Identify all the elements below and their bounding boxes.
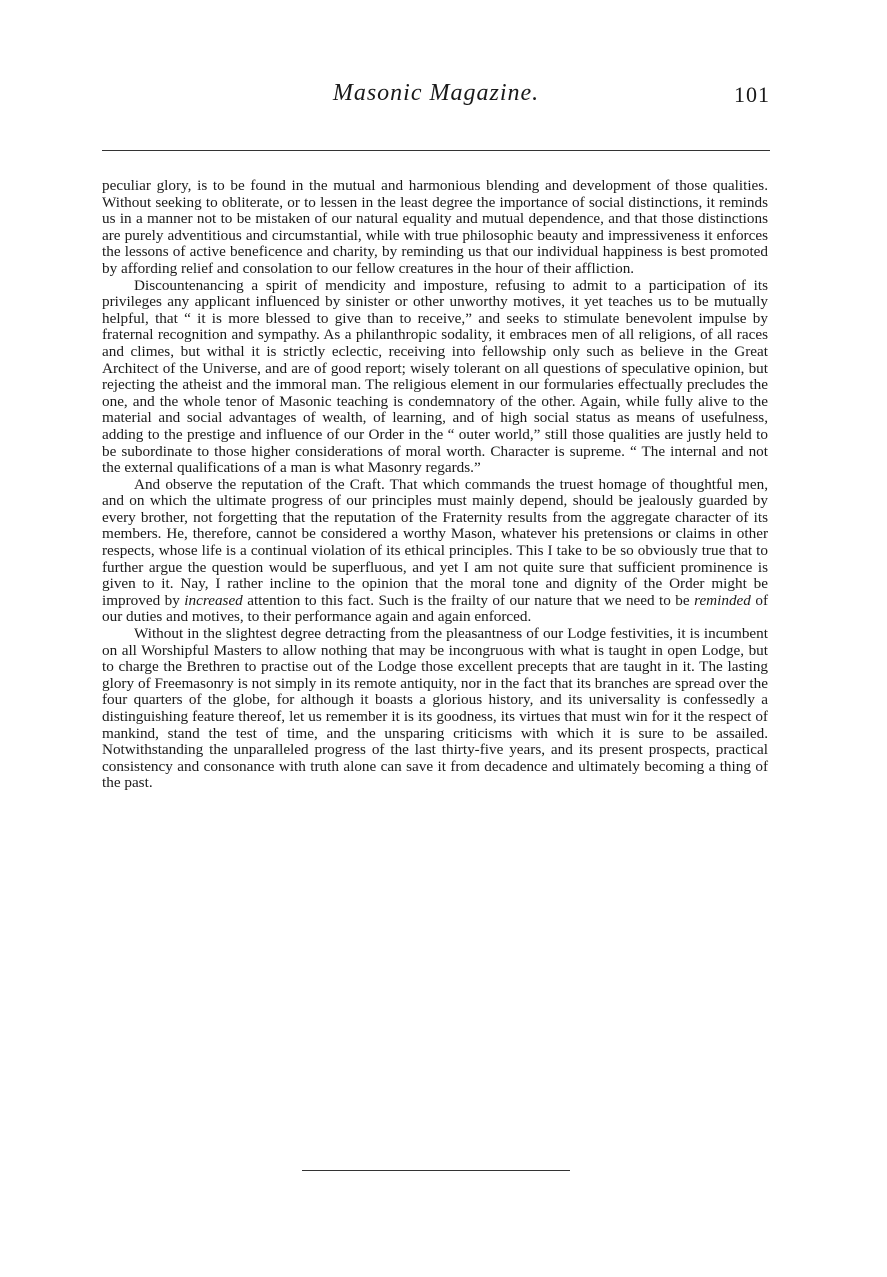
page-number: 101	[734, 82, 770, 107]
header-rule	[102, 150, 770, 151]
paragraph-3-text-middle: attention to this fact. Such is the frailty of our nature that we need to be	[242, 591, 695, 609]
paragraph-3-text-after: of our duties and motives, to their performance again and again enforced.	[102, 591, 769, 626]
paragraph-1: peculiar glory, is to be found in the mutual and harmonious blending and development of those qualities. Without seeking to obliterate, or to lessen in the least degree the importance of social distinctions, it reminds us in a manner not to be mistaken of our natural equality and mutual dependence, and that those distinctions are purely adventitious and circumstantial, while with true philosophic beauty and impressiveness it enforces the lessons of active beneficence and charity, by reminding us that our individual happiness is best promoted by affording relief and consolation to our fellow creatures in the hour of their affliction.	[102, 177, 768, 277]
article-body	[102, 178, 768, 792]
emphasis-increased: increased	[184, 591, 243, 609]
emphasis-reminded: reminded	[694, 591, 751, 609]
page-header	[102, 80, 770, 120]
paragraph-4: Without in the slightest degree detracting from the pleasantness of our Lodge festivities, it is incumbent on all Worshipful Masters to allow nothing that may be incongruous with what is taught in open Lodge, but to charge the Brethren to practise out of the Lodge those excellent precepts that are taught in it. The lasting glory of Freemasonry is not simply in its remote antiquity, nor in the fact that its branches are spread over the four quarters of the globe, for although it boasts a glorious history, and its universality is confessedly a distinguishing feature thereof, let us remember it is its goodness, its virtues that must win for it the respect of mankind, stand the test of time, and the unsparing criticisms with which it is sure to be assailed. Notwithstanding the unparalleled progress of the last thirty-five years, and its present prospects, practical consistency and consonance with truth alone can save it from decadence and ultimately becoming a thing of the past.	[102, 625, 768, 792]
running-title: Masonic Magazine.	[332, 80, 540, 106]
paragraph-3	[102, 477, 768, 626]
footer-rule	[302, 1170, 570, 1171]
paragraph-2: Discountenancing a spirit of mendicity and imposture, refusing to admit to a participation of its privileges any applicant influenced by sinister or other unworthy motives, it yet teaches us to be mutually helpful, that “ it is more blessed to give than to receive,” and seeks to stimulate benevolent impulse by fraternal recognition and sympathy. As a philanthropic sodality, it embraces men of all religions, of all races and climes, but withal it is strictly eclectic, receiving into fellowship only such as believe in the Great Architect of the Universe, and are of good report; wisely tolerant on all questions of speculative opinion, but rejecting the atheist and the immoral man. The religious element in our formularies effectually precludes the one, and the whole tenor of Masonic teaching is condemnatory of the other. Again, while fully alive to the material and social advantages of wealth, of learning, and of high social status as means of usefulness, adding to the prestige and influence of our Order in the “ outer world,” still those qualities are justly held to be subordinate to those higher considerations of moral worth. Character is supreme. “ The internal and not the external qualifications of a man is what Masonry regards.”	[102, 276, 768, 477]
paragraph-3-text-before: And observe the reputation of the Craft. That which commands the truest homage of thoughtful men, and on which the ultimate progress of our principles must mainly depend, should be jealously guarded by every brother, not forgetting that the reputation of the Fraternity results from the aggregate character of its members. He, therefore, cannot be considered a worthy Mason, whatever his pretensions or claims in other respects, whose life is a continual violation of its ethical principles. This I take to be so obviously true that to further argue the question would be superfluous, and yet I am not quite sure that sufficient prominence is given to it. Nay, I rather incline to the opinion that the moral tone and dignity of the Order might be improved by	[102, 475, 768, 609]
